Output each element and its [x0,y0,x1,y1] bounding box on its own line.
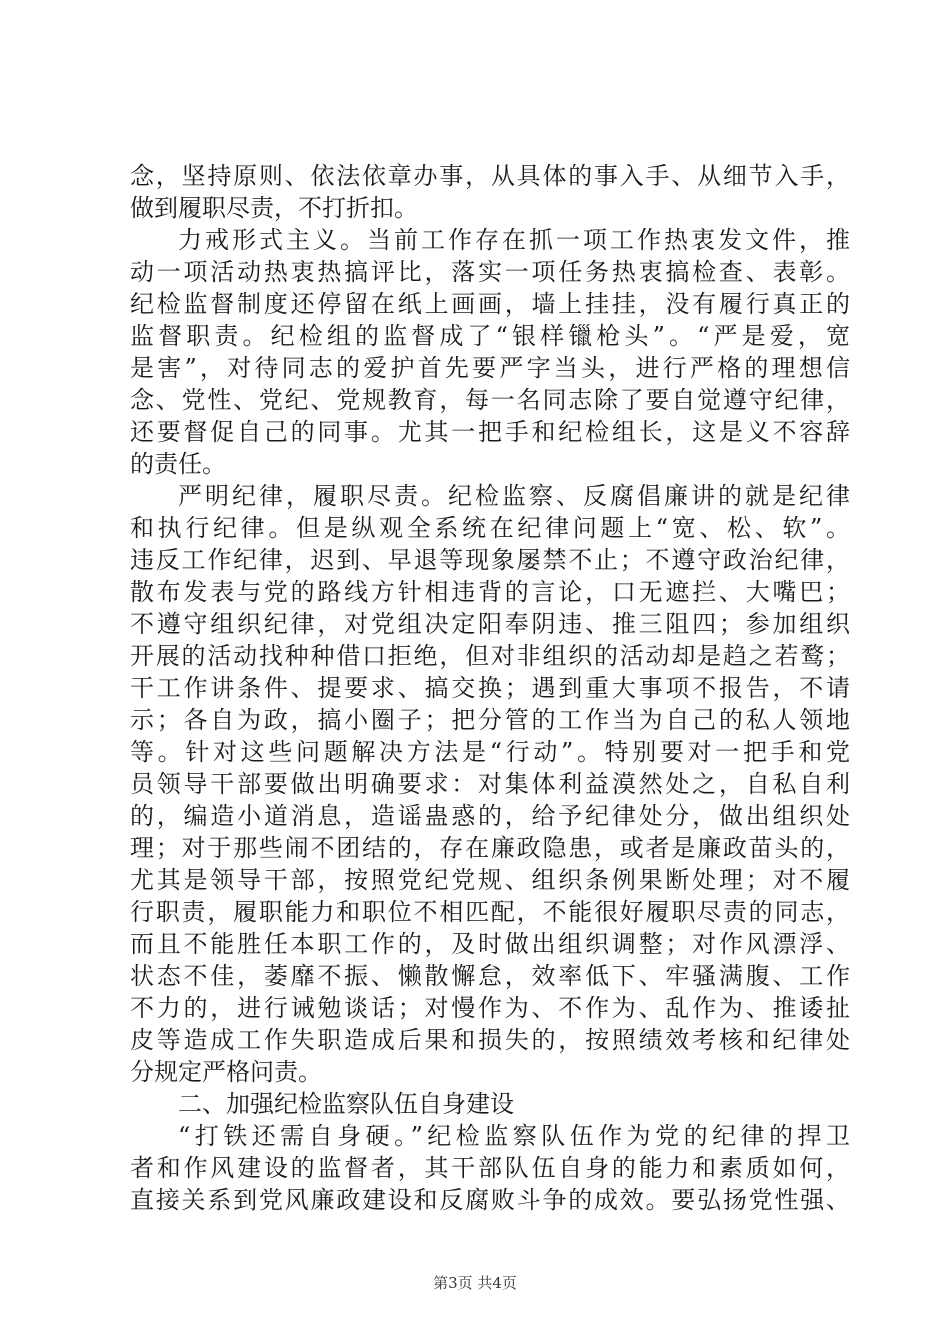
text-line: 皮等造成工作失职造成后果和损失的，按照绩效考核和纪律处 [130,1026,850,1054]
text-line: 监督职责。纪检组的监督成了“银样镴枪头”。“严是爱，宽 [130,322,850,350]
text-line: 散布发表与党的路线方针相违背的言论，口无遮拦、大嘴巴； [130,578,850,606]
page-number-label: 第3页 共4页 [433,1274,517,1292]
text-line: 员领导干部要做出明确要求：对集体利益漠然处之，自私自利 [130,770,850,798]
text-line: 动一项活动热衷热搞评比，落实一项任务热衷搞检查、表彰。 [130,258,850,286]
text-line: 严明纪律，履职尽责。纪检监察、反腐倡廉讲的就是纪律 [178,482,850,510]
document-body [130,160,850,1216]
text-line: 示；各自为政，搞小圈子；把分管的工作当为自己的私人领地 [130,706,850,734]
text-line: 不遵守组织纪律，对党组决定阳奉阴违、推三阻四；参加组织 [130,610,850,638]
text-line: 念，坚持原则、依法依章办事，从具体的事入手、从细节入手， [130,162,850,190]
text-line: 理；对于那些闹不团结的，存在廉政隐患，或者是廉政苗头的， [130,834,850,862]
text-line: 不力的，进行诫勉谈话；对慢作为、不作为、乱作为、推诿扯 [130,994,850,1022]
text-line: 是害”，对待同志的爱护首先要严字当头，进行严格的理想信 [130,354,850,382]
text-line: 尤其是领导干部，按照党纪党规、组织条例果断处理；对不履 [130,866,850,894]
text-line: 等。针对这些问题解决方法是“行动”。特别要对一把手和党 [130,738,850,766]
text-line: 力戒形式主义。当前工作存在抓一项工作热衷发文件，推 [178,226,850,254]
page-footer [0,1272,950,1293]
text-line: 违反工作纪律，迟到、早退等现象屡禁不止；不遵守政治纪律， [130,546,850,574]
text-line: 干工作讲条件、提要求、搞交换；遇到重大事项不报告，不请 [130,674,850,702]
text-line: 二、加强纪检监察队伍自身建设 [178,1090,514,1118]
text-line: 纪检监督制度还停留在纸上画画，墙上挂挂，没有履行真正的 [130,290,850,318]
text-line: 行职责，履职能力和职位不相匹配，不能很好履职尽责的同志， [130,898,850,926]
text-line: “打铁还需自身硬。”纪检监察队伍作为党的纪律的捍卫 [178,1122,850,1150]
text-line: 直接关系到党风廉政建设和反腐败斗争的成效。要弘扬党性强、 [130,1186,850,1214]
text-line: 状态不佳，萎靡不振、懒散懈怠，效率低下、牢骚满腹、工作 [130,962,850,990]
text-line: 者和作风建设的监督者，其干部队伍自身的能力和素质如何， [130,1154,850,1182]
text-line: 开展的活动找种种借口拒绝，但对非组织的活动却是趋之若鹜； [130,642,850,670]
text-line: 念、党性、党纪、党规教育，每一名同志除了要自觉遵守纪律， [130,386,850,414]
text-line: 做到履职尽责，不打折扣。 [130,194,418,222]
text-line: 还要督促自己的同事。尤其一把手和纪检组长，这是义不容辞 [130,418,850,446]
text-line: 的，编造小道消息，造谣蛊惑的，给予纪律处分，做出组织处 [130,802,850,830]
text-line: 的责任。 [130,450,226,478]
text-line: 分规定严格问责。 [130,1058,322,1086]
text-line: 而且不能胜任本职工作的，及时做出组织调整；对作风漂浮、 [130,930,850,958]
text-line: 和执行纪律。但是纵观全系统在纪律问题上“宽、松、软”。 [130,514,850,542]
